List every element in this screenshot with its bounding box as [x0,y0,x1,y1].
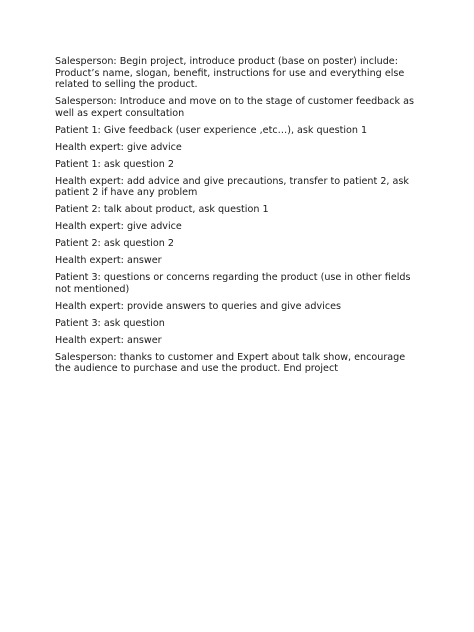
paragraph-salesperson-feedback: Salesperson: Introduce and move on to the stage of customer feedback as well as expert consultation [55,96,414,119]
paragraph-expert-precautions: Health expert: add advice and give precautions, transfer to patient 2, ask patient 2 if have any problem [55,175,409,199]
paragraph-patient3-concerns: Patient 3: questions or concerns regarding the product (use in other fields not mentioned) [55,272,411,295]
paragraph-patient1-question2: Patient 1: ask question 2 [55,158,174,170]
paragraph-patient3-question: Patient 3: ask question [55,317,165,329]
paragraph-salesperson-begin: Salesperson: Begin project, introduce product (base on poster) include: Product’s name, slogan, benefit, instructions for use and everything else related to selling the product. [55,56,405,91]
paragraph-patient1-feedback: Patient 1: Give feedback (user experience ,etc…), ask question 1 [55,124,368,136]
paragraph-expert-queries: Health expert: provide answers to queries and give advices [55,300,342,312]
paragraph-expert-answer-1: Health expert: answer [55,255,162,267]
paragraph-salesperson-end: Salesperson: thanks to customer and Expert about talk show, encourage the audience to purchase and use the product. End project [55,351,406,375]
paragraph-patient2-question2: Patient 2: ask question 2 [55,238,174,250]
paragraph-expert-advice-2: Health expert: give advice [55,221,182,233]
paragraph-expert-advice-1: Health expert: give advice [55,141,182,153]
paragraph-expert-answer-2: Health expert: answer [55,334,162,346]
document-body [55,56,421,380]
paragraph-patient2-question1: Patient 2: talk about product, ask question 1 [55,204,269,216]
